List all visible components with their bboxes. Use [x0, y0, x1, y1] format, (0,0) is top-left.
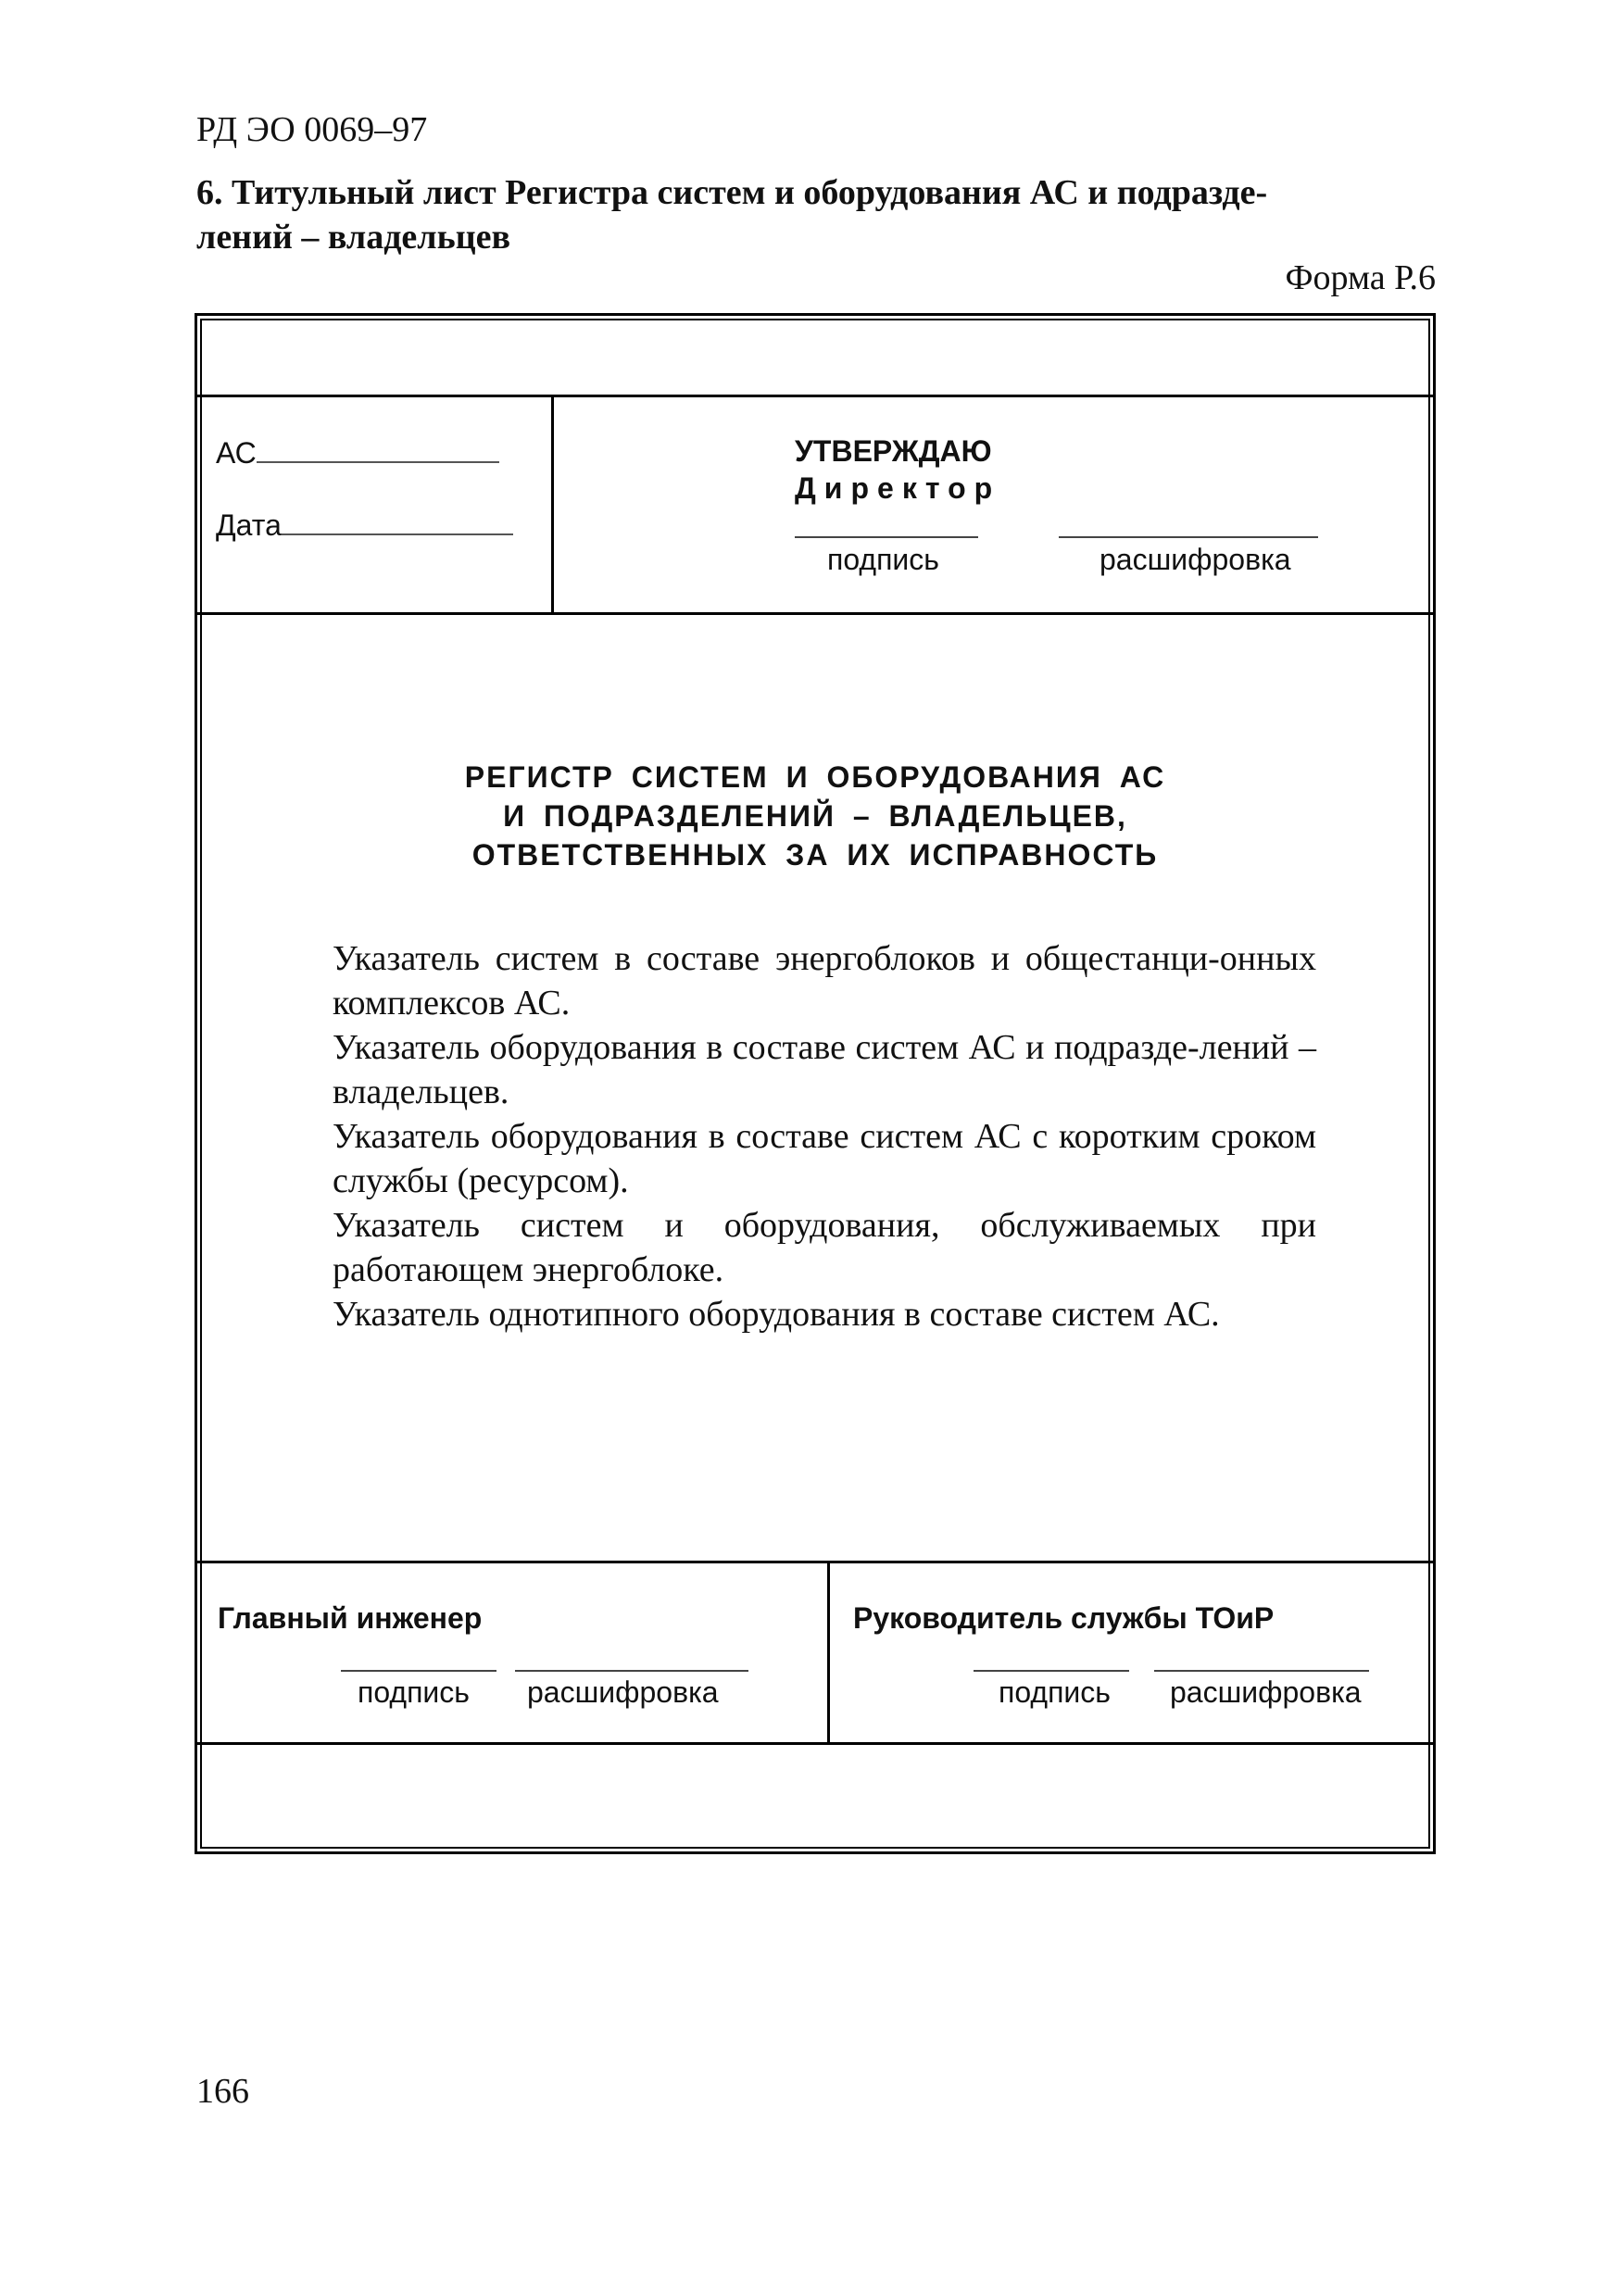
chief-signature-label: подпись: [358, 1675, 470, 1709]
section-title-line-2: лений – владельцев: [196, 218, 510, 257]
chief-decoding-line: [515, 1670, 748, 1672]
ac-field[interactable]: [216, 436, 499, 470]
maintenance-signature-label: подпись: [999, 1675, 1111, 1709]
maintenance-decoding-label: расшифровка: [1170, 1675, 1362, 1709]
index-item: Указатель оборудования в составе систем АС с коротким сроком службы (ресурсом).: [333, 1117, 1316, 1200]
register-title-line-3: ОТВЕТСТВЕННЫХ ЗА ИХ ИСПРАВНОСТЬ: [471, 838, 1159, 872]
divider-signature-cells: [827, 1562, 830, 1743]
date-label: Дата: [216, 508, 282, 542]
index-item: Указатель однотипного оборудования в составе систем АС.: [333, 1295, 1220, 1334]
index-item: Указатель оборудования в составе систем АС и подразде-лений – владельцев.: [333, 1028, 1316, 1111]
ac-line: [257, 461, 499, 463]
chief-engineer-label: Главный инженер: [218, 1601, 483, 1635]
divider-bottom: [197, 1742, 1433, 1745]
approve-heading: УТВЕРЖДАЮ: [795, 434, 992, 468]
maintenance-head-label: Руководитель службы ТОиР: [853, 1601, 1275, 1635]
chief-signature-line: [341, 1670, 496, 1672]
director-decoding-line: [1059, 536, 1318, 538]
index-item: Указатель систем и оборудования, обслуживаемых при работающем энергоблоке.: [333, 1206, 1316, 1289]
divider-left-cell: [551, 395, 554, 613]
date-field[interactable]: [216, 508, 513, 543]
form-frame: [195, 313, 1436, 1854]
register-title: [197, 758, 1433, 874]
director-decoding-label: расшифровка: [1100, 543, 1291, 576]
maintenance-signature-line: [974, 1670, 1129, 1672]
document-code: РД ЭО 0069–97: [196, 110, 428, 149]
director-signature-line: [795, 536, 978, 538]
form-label: Форма Р.6: [1285, 258, 1436, 297]
section-title-line-1: 6. Титульный лист Регистра систем и оборудования АС и подразде-: [196, 173, 1268, 212]
index-list: [333, 936, 1316, 1336]
section-title: [196, 170, 1447, 259]
ac-label: АС: [216, 436, 257, 470]
register-title-line-2: И ПОДРАЗДЕЛЕНИЙ – ВЛАДЕЛЬЦЕВ,: [503, 799, 1127, 833]
divider-approval: [197, 612, 1433, 615]
maintenance-decoding-line: [1154, 1670, 1369, 1672]
director-title: Директор: [795, 471, 1001, 505]
date-line: [282, 533, 513, 535]
index-item: Указатель систем в составе энергоблоков и общестанци-онных комплексов АС.: [333, 939, 1316, 1023]
director-signature-label: подпись: [827, 543, 939, 576]
divider-top: [197, 395, 1433, 397]
divider-content: [197, 1561, 1433, 1563]
chief-decoding-label: расшифровка: [527, 1675, 719, 1709]
page-number: 166: [196, 2072, 249, 2111]
register-title-line-1: РЕГИСТР СИСТЕМ И ОБОРУДОВАНИЯ АС: [464, 760, 1166, 794]
